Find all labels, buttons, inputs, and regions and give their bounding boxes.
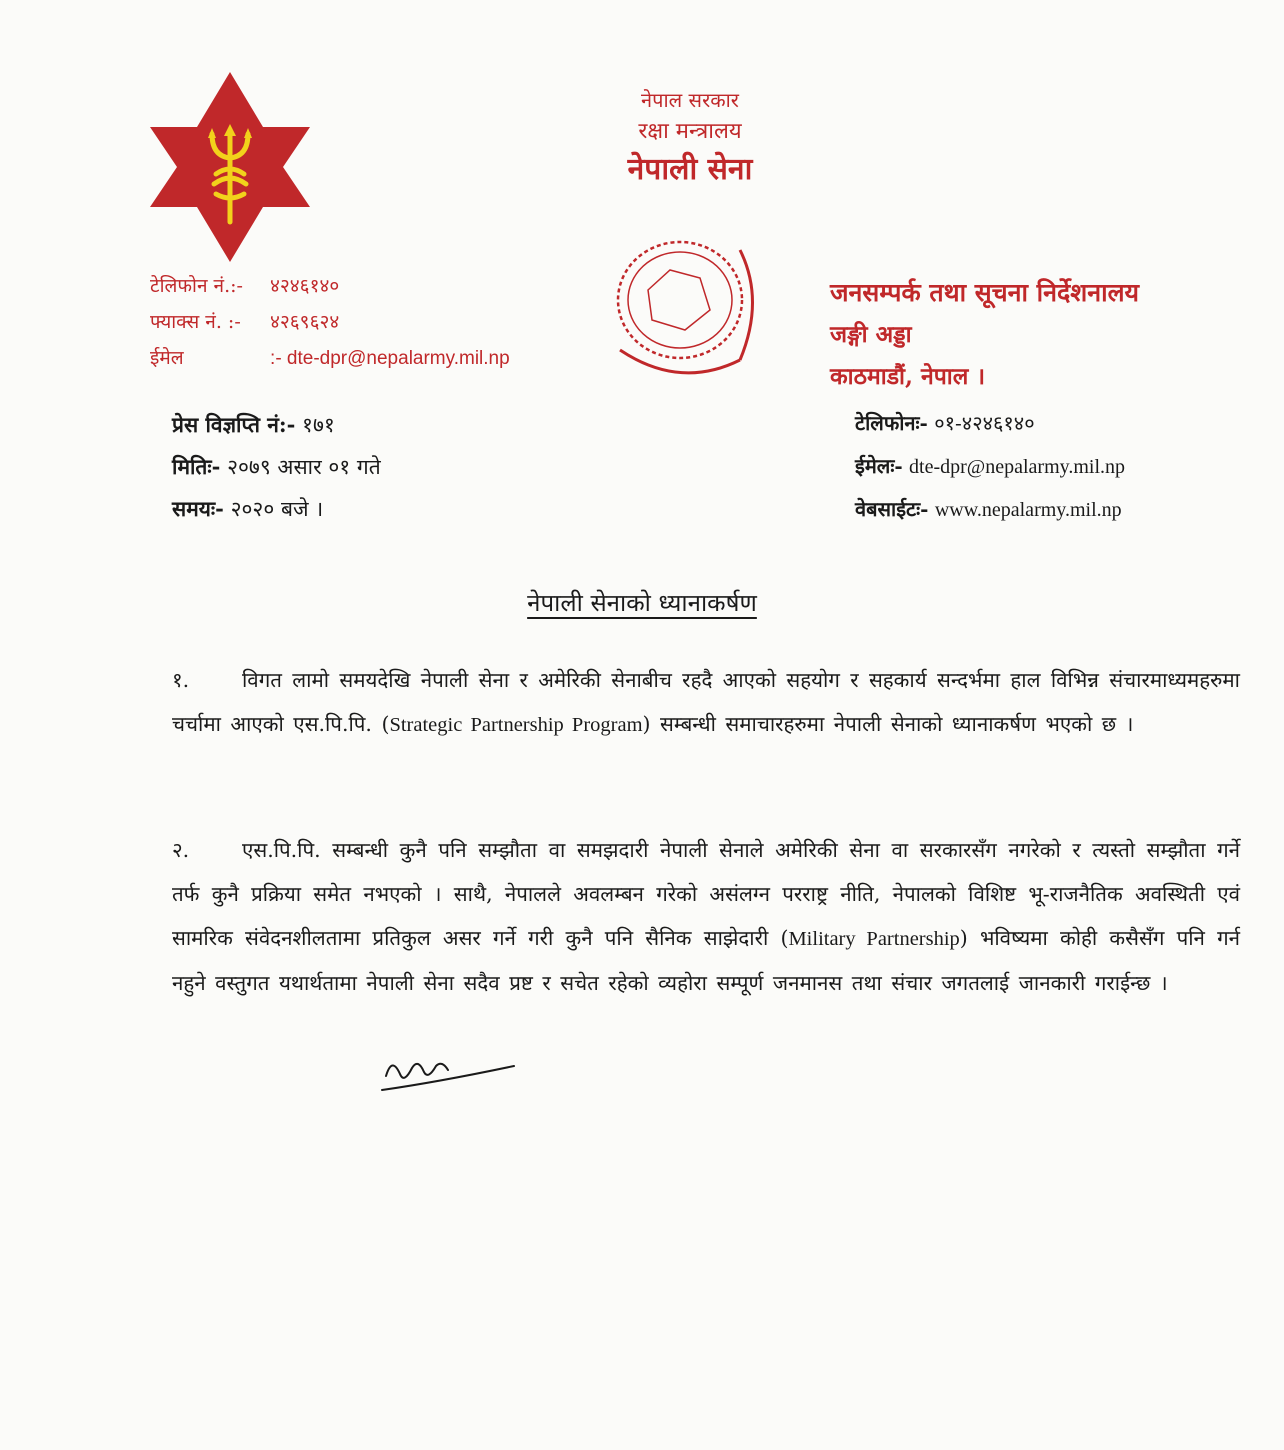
right-contact-block [855,402,1125,531]
phone-row [150,268,510,304]
paragraph-number: २. [172,838,190,862]
email-value: :- dte-dpr@nepalarmy.mil.np [270,348,510,369]
paragraph-text: ) भविष्यमा कोही कसैसँग पनि गर्न नहुने वस्तुगत यथार्थतामा नेपाली सेना सदैव प्रष्ट र सचेत रहेको व्यहोरा सम्पूर्ण जनमानस तथा संचार जगतलाई जानकारी गराईन्छ । [172,926,1240,995]
email-row [150,340,510,376]
signature [378,1046,518,1096]
directorate-block [830,272,1139,398]
fax-value: ४२६९६२४ [270,311,340,333]
paragraph-number: १. [172,668,190,692]
right-phone-row [855,402,1125,445]
phone-label: टेलिफोन नं.:- [150,275,243,297]
paragraph-english-term: Military Partnership [788,928,960,950]
time-value: २०२० बजे । [230,497,324,521]
website-label: वेबसाईटः- [855,497,929,521]
directorate-title: जनसम्पर्क तथा सूचना निर्देशनालय [830,278,1140,307]
date-label: मितिः- [172,454,221,479]
directorate-line3: काठमाडौं, नेपाल । [830,363,986,390]
government-label: नेपाल सरकार [641,88,739,112]
right-phone-value: ०१-४२४६१४० [934,411,1035,435]
right-email-row [855,445,1125,488]
date-value: २०७९ असार ०१ गते [227,455,381,479]
press-number-value: १७१ [302,413,335,437]
paragraph-1 [172,658,1240,747]
fax-row [150,304,510,340]
paragraph-text: एस.पि.पि. सम्बन्धी कुनै पनि सम्झौता वा समझदारी नेपाली सेनाले अमेरिकी सेना वा सरकारसँग नगरेको र त्यस्तो सम्झौता गर्ने तर्फ कुनै प्रक्रिया समेत नभएको । साथै, नेपालले अवलम्बन गरेको असंलग्न परराष्ट्र नीति, नेपालको विशिष्ट भू-राजनैतिक अवस्थिती एवं सामरिक संवेदनशीलतामा प्रतिकुल असर गर्ने गरी कुनै पनि सैनिक साझेदारी ( [172,838,1240,950]
website-row [855,488,1125,531]
letterhead-title [560,84,820,192]
date-row [172,446,381,488]
time-row [172,488,381,530]
email-label: ईमेल [150,347,184,369]
phone-value: ४२४६१४० [270,275,340,297]
press-number-label: प्रेस विज्ञप्ति नं:- [172,412,296,437]
subject-heading: नेपाली सेनाको ध्यानाकर्षण [527,589,757,617]
directorate-line2: जङ्गी अड्डा [830,321,912,348]
right-email-value: dte-dpr@nepalarmy.mil.np [909,456,1125,478]
paragraph-english-term: Strategic Partnership Program [389,714,643,736]
press-number-row [172,404,381,446]
paragraph-2 [172,828,1240,1005]
right-phone-label: टेलिफोनः- [855,411,928,435]
press-release-meta [172,404,381,530]
paragraph-text: विगत लामो समयदेखि नेपाली सेना र अमेरिकी सेनाबीच रहदै आएको सहयोग र सहकार्य सन्दर्भमा हाल विभिन्न संचारमाध्यमहरुमा चर्चामा आएको एस.पि.पि. ( [172,668,1240,736]
fax-label: फ्याक्स नं. :- [150,311,241,333]
right-email-label: ईमेलः- [855,454,903,478]
official-stamp [590,220,790,400]
left-contact-block [150,268,510,376]
website-value: www.nepalarmy.mil.np [934,499,1122,521]
ministry-label: रक्षा मन्त्रालय [638,119,742,144]
organization-label: नेपाली सेना [627,152,753,187]
paragraph-text: ) सम्बन्धी समाचारहरुमा नेपाली सेनाको ध्यानाकर्षण भएको छ । [642,712,1134,736]
time-label: समयः- [172,496,224,521]
nepal-army-emblem-icon [150,72,310,262]
